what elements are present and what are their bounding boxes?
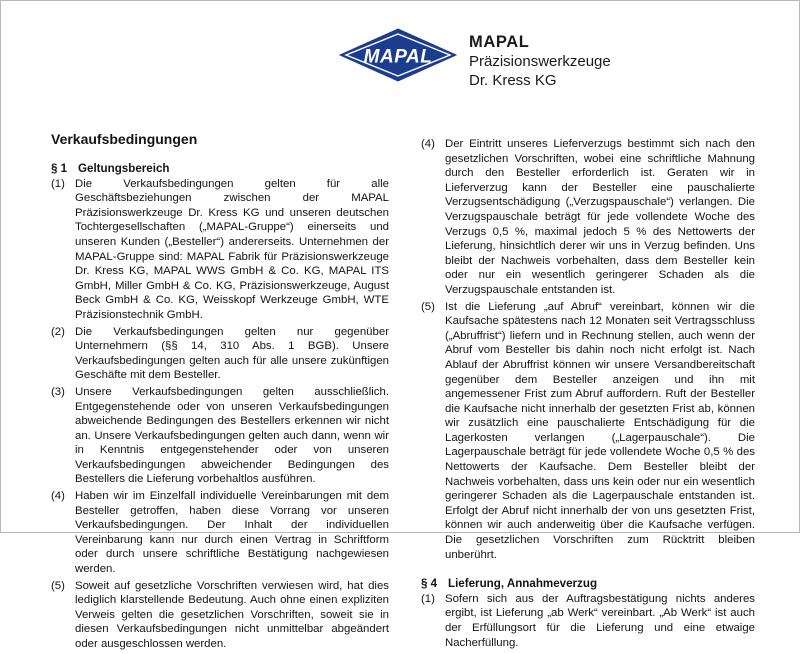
clause-number: (5)	[51, 579, 65, 592]
section-1-heading	[51, 162, 389, 177]
left-column	[51, 131, 389, 654]
clause-number: (1)	[421, 592, 435, 605]
section-4-heading	[421, 577, 755, 592]
section-4-number: § 4	[421, 577, 438, 591]
clause-text: Haben wir im Einzelfall individuelle Vereinbarungen mit dem Besteller getroffen, haben diese Vorrang vor unseren Verkaufsbedingungen. Der Inhalt der individuellen Vereinbarung kann nur durch einen Vertrag in Schriftform oder durch unsere schriftliche Bestätigung nachgewiesen werden.	[75, 490, 389, 576]
company-name: MAPAL	[469, 33, 530, 51]
clause-number: (5)	[421, 300, 435, 313]
clause-number: (4)	[421, 138, 435, 150]
clause-1-2	[51, 325, 389, 383]
clause-number: (4)	[51, 490, 65, 503]
clause-number: (3)	[51, 385, 65, 398]
document-title: Verkaufsbedingungen	[51, 131, 198, 147]
clause-text: Der Eintritt unseres Lieferverzugs bestimmt sich nach den gesetzlichen Vorschriften, wobei eine schriftliche Mahnung durch den Besteller erforderlich ist. Geraten wir in Lieferverzug kann der Besteller eine pauschalierte Verzugsentschädigung („Verzugspauschale“) verlangen. Die Verzugspauschale beträgt für jede vollendete Woche des Verzugs 0,5 %, maximal jedoch 5 % des Nettowerts der Lieferung, hinsichtlich derer wir uns in Verzug befinden. Uns bleibt der Nachweis vorbehalten, dass dem Besteller kein oder nur ein wesentlich geringerer Schaden als die Verzugspauschale entstanden ist.	[445, 138, 755, 296]
right-column	[421, 137, 755, 652]
clause-number: (2)	[51, 325, 65, 338]
clause-1-5	[51, 579, 389, 652]
logo-text: MAPAL	[363, 46, 433, 68]
clause-text: Unsere Verkaufsbedingungen gelten ausschließlich. Entgegenstehende oder von unseren Verkaufsbedingungen abweichende Bedingungen des Bestellers erkennen wir nicht an. Unsere Verkaufsbedingungen gelten auch dann, wenn wir in Kenntnis entgegenstehender oder von unseren Verkaufsbedingungen abweichender Bedingungen des Bestellers die Lieferung vorbehaltlos ausführen.	[75, 385, 389, 486]
section-1-title: Geltungsbereich	[78, 162, 170, 175]
company-line-3: Dr. Kress KG	[469, 72, 557, 89]
clause-text: Die Verkaufsbedingungen gelten nur gegenüber Unternehmern (§§ 14, 310 Abs. 1 BGB). Unsere Verkaufsbedingungen gelten auch für alle unsere zukünftigen Geschäfte mit dem Besteller.	[75, 325, 389, 382]
clause-text: Ist die Lieferung „auf Abruf“ vereinbart, können wir die Kaufsache spätestens nach 12 Monaten seit Vertragsschluss („Abruffrist“) liefern und in Rechnung stellen, auch wenn der Abruf vom Besteller bis dahin noch nicht erfolgt ist. Nach Ablauf der Abruffrist können wir unsere Versandbereitschaft gegenüber dem Besteller anzeigen und ihn mit angemessener Frist zum Abruf auffordern. Ruft der Besteller die Kaufsache nicht innerhalb der gesetzten Frist ab, können wir zusätzlich eine pauschalierte Entschädigung für die Lagerkosten verlangen („Lagerpauschale“). Die Lagerpauschale beträgt für jede vollendete Woche 0,5 % des Nettowerts der Kaufsache. Dem Besteller bleibt der Nachweis vorbehalten, dass uns kein oder nur ein wesentlich geringerer Schaden als die Lagerpauschale entstanden ist. Erfolgt der Abruf nicht innerhalb der von uns gesetzten Frist, können wir auch anderweitig über die Kaufsache verfügen. Die gesetzlichen Vorschriften zum Rücktritt bleiben unberührt.	[445, 300, 755, 561]
clause-4-1	[421, 592, 755, 650]
clause-1-1	[51, 177, 389, 323]
company-line-2: Präzisionswerkzeuge	[469, 53, 611, 70]
section-1-number: § 1	[51, 162, 68, 175]
clause-text: Sofern sich aus der Auftragsbestätigung nichts anderes ergibt, ist Lieferung „ab Werk“ vereinbart. „Ab Werk“ ist auch der Erfüllungsort für die Lieferung und eine etwaige Nacherfüllung.	[445, 592, 755, 649]
section-gap	[421, 564, 755, 577]
clause-number: (1)	[51, 177, 65, 190]
company-block	[469, 33, 611, 90]
mapal-logo	[339, 28, 457, 82]
section-4-title: Lieferung, Annahmeverzug	[448, 577, 598, 591]
clause-text: Die Verkaufsbedingungen gelten für alle Geschäftsbeziehungen zwischen der MAPAL Präzisionswerkzeuge Dr. Kress KG und unseren deutschen Tochtergesellschaften („MAPAL-Gruppe“) einerseits und unseren Kunden („Besteller“) andererseits. Unternehmen der MAPAL-Gruppe sind: MAPAL Fabrik für Präzisionswerkzeuge Dr. Kress KG, MAPAL WWS GmbH & Co. KG, MAPAL ITS GmbH, Miller GmbH & Co. KG, Präzisionswerkzeuge, August Beck GmbH & Co. KG, Weisskopf Werkzeuge GmbH, WTE Präzisionstechnik GmbH.	[75, 177, 389, 321]
mapal-logo-graphic	[339, 28, 457, 82]
clause-3-4	[421, 137, 755, 298]
clause-1-3	[51, 385, 389, 487]
clause-text: Soweit auf gesetzliche Vorschriften verwiesen wird, hat dies lediglich klarstellende Bedeutung. Auch ohne einen expliziten Verweis gelten die gesetzlichen Vorschriften, soweit sie in diesen Verkaufsbedingungen nicht unmittelbar abgeändert oder ausgeschlossen werden.	[75, 579, 389, 650]
clause-1-4	[51, 489, 389, 577]
clause-3-5	[421, 300, 755, 563]
